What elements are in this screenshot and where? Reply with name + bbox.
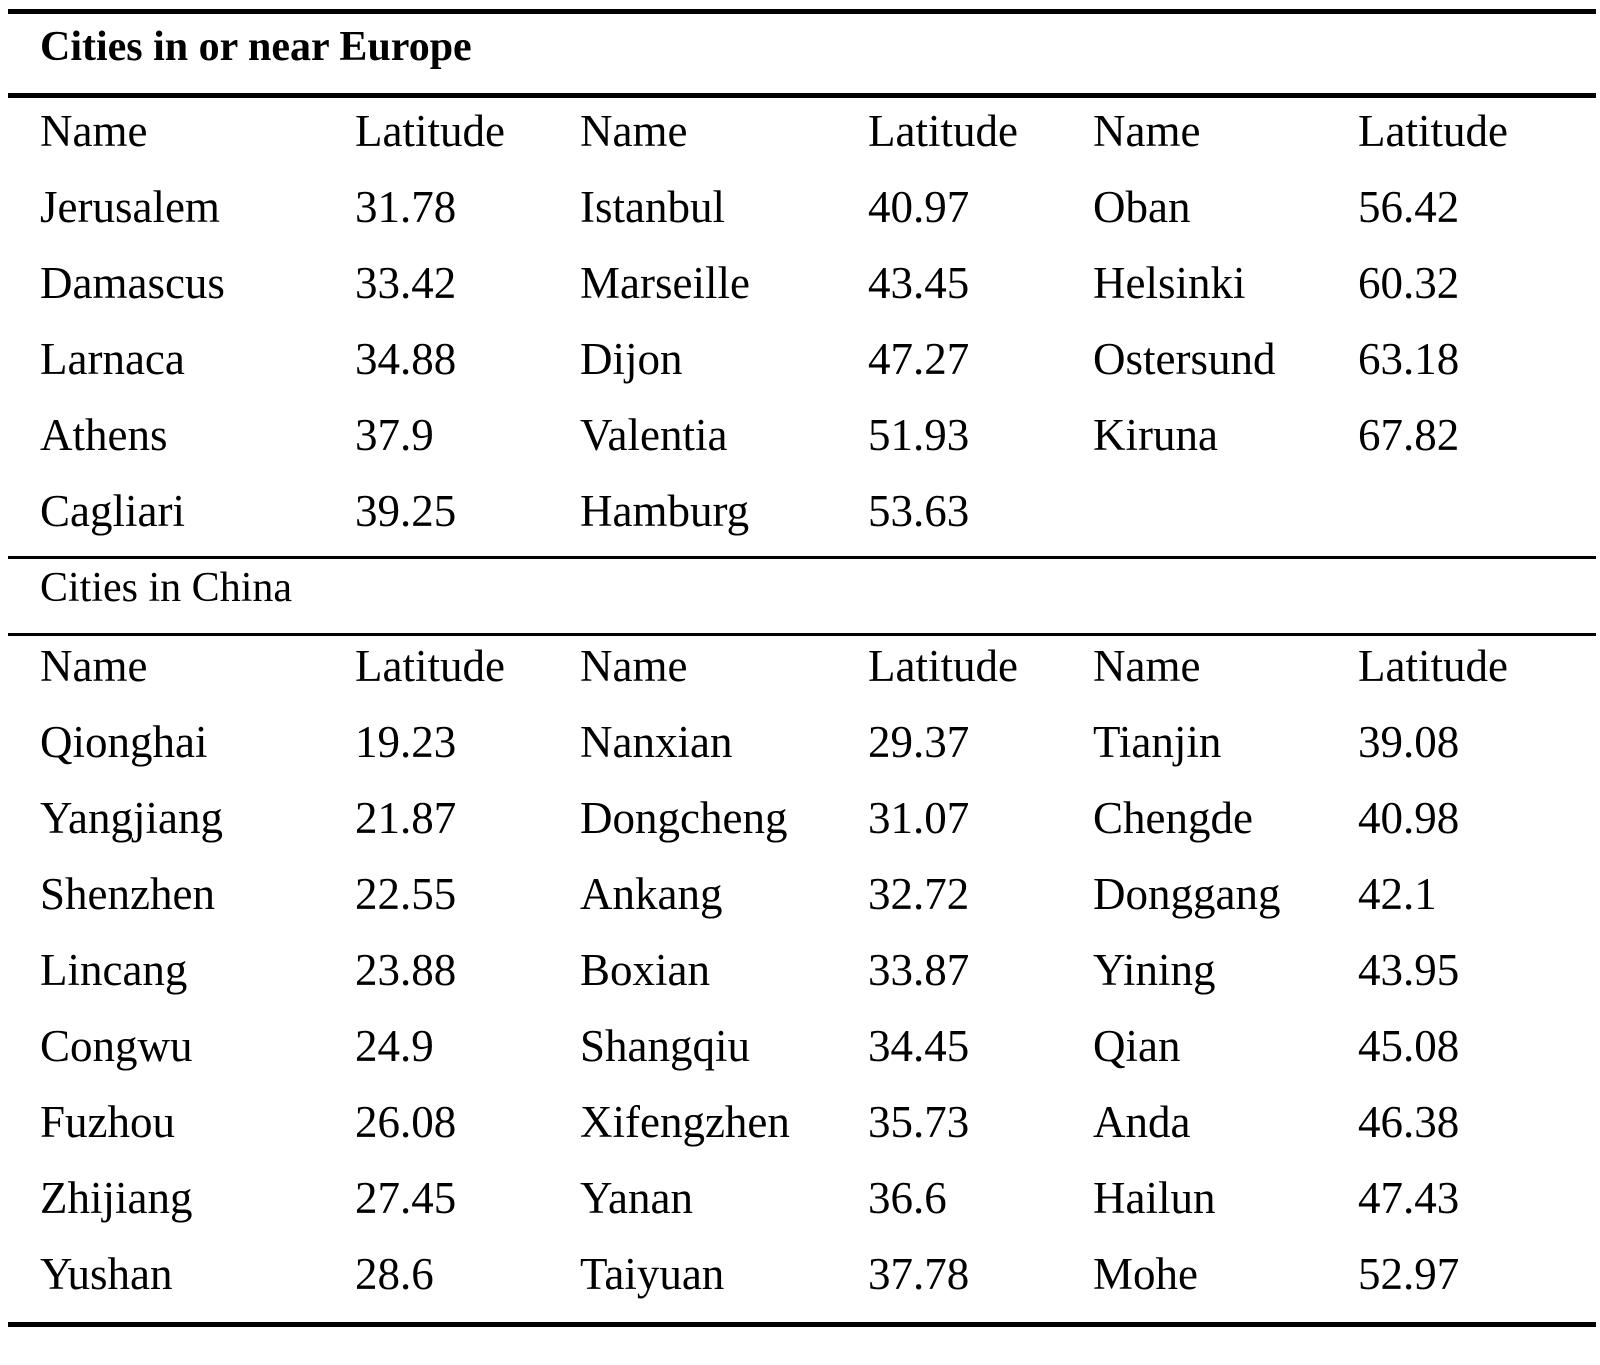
city-name-cell: Valentia [580, 410, 728, 460]
latitude-cell: 67.82 [1358, 410, 1460, 460]
city-name-cell: Kiruna [1093, 410, 1218, 460]
column-header-name: Name [580, 641, 688, 691]
city-name-cell: Dongcheng [580, 793, 788, 843]
latitude-cell: 60.32 [1358, 258, 1460, 308]
city-name-cell: Hamburg [580, 486, 750, 536]
latitude-cell: 26.08 [355, 1097, 457, 1147]
latitude-cell: 29.37 [868, 717, 970, 767]
latitude-cell: 31.78 [355, 182, 457, 232]
city-name-cell: Yanan [580, 1173, 693, 1223]
city-name-cell: Istanbul [580, 182, 725, 232]
table-row [0, 1084, 1600, 1161]
city-name-cell: Marseille [580, 258, 750, 308]
city-name-cell: Dijon [580, 334, 683, 384]
latitude-cell: 43.95 [1358, 945, 1460, 995]
column-header-name: Name [40, 641, 148, 691]
city-name-cell: Lincang [40, 945, 188, 995]
city-name-cell: Anda [1093, 1097, 1191, 1147]
column-header-latitude: Latitude [868, 641, 1018, 691]
latitude-cell: 53.63 [868, 486, 970, 536]
city-name-cell: Ostersund [1093, 334, 1276, 384]
city-name-cell: Chengde [1093, 793, 1253, 843]
table-row [0, 1160, 1600, 1237]
latitude-cell: 19.23 [355, 717, 457, 767]
city-name-cell: Ankang [580, 869, 723, 919]
city-name-cell: Larnaca [40, 334, 185, 384]
city-name-cell: Jerusalem [40, 182, 220, 232]
city-name-cell: Helsinki [1093, 258, 1246, 308]
city-name-cell: Qian [1093, 1021, 1181, 1071]
latitude-cell: 31.07 [868, 793, 970, 843]
latitude-cell: 47.27 [868, 334, 970, 384]
city-name-cell: Xifengzhen [580, 1097, 790, 1147]
latitude-cell: 63.18 [1358, 334, 1460, 384]
section-title-china: Cities in China [40, 565, 292, 611]
city-name-cell: Zhijiang [40, 1173, 193, 1223]
city-name-cell: Donggang [1093, 869, 1281, 919]
latitude-cell: 42.1 [1358, 869, 1437, 919]
table-row [0, 856, 1600, 933]
table-row [0, 473, 1600, 550]
latitude-cell: 23.88 [355, 945, 457, 995]
section-title-europe: Cities in or near Europe [40, 24, 472, 70]
city-name-cell: Shenzhen [40, 869, 215, 919]
city-name-cell: Mohe [1093, 1249, 1198, 1299]
column-header-latitude: Latitude [868, 106, 1018, 156]
table-row [0, 932, 1600, 1009]
city-name-cell: Oban [1093, 182, 1191, 232]
latitude-cell: 39.25 [355, 486, 457, 536]
city-name-cell: Yushan [40, 1249, 173, 1299]
column-header-name: Name [1093, 641, 1201, 691]
latitude-cell: 37.9 [355, 410, 434, 460]
latitude-cell: 52.97 [1358, 1249, 1460, 1299]
column-header-name: Name [40, 106, 148, 156]
header-row [0, 93, 1600, 170]
latitude-cell: 56.42 [1358, 182, 1460, 232]
city-name-cell: Yining [1093, 945, 1216, 995]
city-name-cell: Cagliari [40, 486, 185, 536]
column-header-latitude: Latitude [1358, 106, 1508, 156]
latitude-cell: 34.88 [355, 334, 457, 384]
latitude-cell: 46.38 [1358, 1097, 1460, 1147]
table-row [0, 245, 1600, 322]
city-name-cell: Taiyuan [580, 1249, 725, 1299]
column-header-name: Name [1093, 106, 1201, 156]
latitude-cell: 21.87 [355, 793, 457, 843]
latitude-cell: 33.87 [868, 945, 970, 995]
latitude-cell: 40.98 [1358, 793, 1460, 843]
latitude-cell: 43.45 [868, 258, 970, 308]
latitude-cell: 35.73 [868, 1097, 970, 1147]
latitude-cell: 47.43 [1358, 1173, 1460, 1223]
table-row [0, 1236, 1600, 1313]
city-name-cell: Boxian [580, 945, 710, 995]
column-header-latitude: Latitude [355, 641, 505, 691]
table-row [0, 1008, 1600, 1085]
latitude-cell: 27.45 [355, 1173, 457, 1223]
latitude-cell: 40.97 [868, 182, 970, 232]
city-name-cell: Qionghai [40, 717, 208, 767]
latitude-cell: 22.55 [355, 869, 457, 919]
table-row [0, 780, 1600, 857]
city-name-cell: Athens [40, 410, 168, 460]
table-row [0, 321, 1600, 398]
latitude-cell: 45.08 [1358, 1021, 1460, 1071]
table-bottom-rule [8, 1322, 1596, 1327]
table-row [0, 397, 1600, 474]
city-name-cell: Shangqiu [580, 1021, 751, 1071]
latitude-cell: 51.93 [868, 410, 970, 460]
latitude-cell: 37.78 [868, 1249, 970, 1299]
latitude-cell: 34.45 [868, 1021, 970, 1071]
latitude-cell: 39.08 [1358, 717, 1460, 767]
header-row [0, 628, 1600, 705]
table-row [0, 169, 1600, 246]
city-name-cell: Congwu [40, 1021, 193, 1071]
city-name-cell: Hailun [1093, 1173, 1216, 1223]
table-row [0, 704, 1600, 781]
table-top-rule [8, 9, 1596, 14]
city-name-cell: Nanxian [580, 717, 733, 767]
city-name-cell: Tianjin [1093, 717, 1222, 767]
city-name-cell: Fuzhou [40, 1097, 175, 1147]
latitude-cell: 32.72 [868, 869, 970, 919]
latitude-cell: 36.6 [868, 1173, 947, 1223]
latitude-cell: 24.9 [355, 1021, 434, 1071]
column-header-latitude: Latitude [355, 106, 505, 156]
city-name-cell: Yangjiang [40, 793, 223, 843]
city-name-cell: Damascus [40, 258, 225, 308]
latitude-cell: 33.42 [355, 258, 457, 308]
section-divider-rule [8, 556, 1596, 559]
column-header-latitude: Latitude [1358, 641, 1508, 691]
latitude-cell: 28.6 [355, 1249, 434, 1299]
column-header-name: Name [580, 106, 688, 156]
